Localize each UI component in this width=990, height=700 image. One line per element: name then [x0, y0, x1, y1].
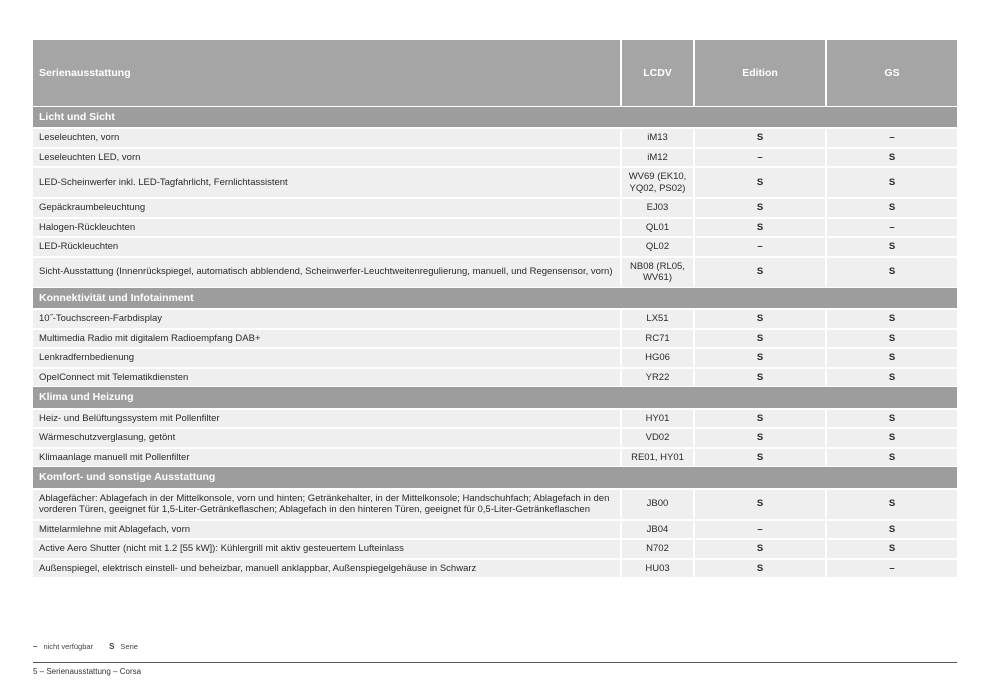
- legend-standard-label: Serie: [120, 642, 138, 651]
- row-description: Active Aero Shutter (nicht mit 1.2 [55 kW]): Kühlergrill mit aktiv gesteuertem Lufteinlass: [33, 539, 621, 559]
- row-edition-value: S: [694, 368, 826, 387]
- table-row: [33, 198, 957, 218]
- table-row: [33, 348, 957, 368]
- row-gs-value: S: [826, 257, 957, 288]
- table-row: [33, 489, 957, 520]
- row-edition-value: S: [694, 539, 826, 559]
- table-body: [33, 106, 957, 577]
- row-gs-value: –: [826, 559, 957, 578]
- legend-standard-symbol: S: [109, 642, 115, 651]
- row-lcdv-code: RE01, HY01: [621, 448, 694, 467]
- row-gs-value: S: [826, 409, 957, 429]
- row-gs-value: S: [826, 309, 957, 329]
- row-lcdv-code: iM12: [621, 148, 694, 168]
- row-edition-value: –: [694, 237, 826, 257]
- row-gs-value: S: [826, 198, 957, 218]
- row-lcdv-code: WV69 (EK10, YQ02, PS02): [621, 167, 694, 198]
- row-gs-value: –: [826, 128, 957, 148]
- footer-divider: [33, 662, 957, 663]
- row-description: Multimedia Radio mit digitalem Radioempfang DAB+: [33, 329, 621, 349]
- row-description: 10˝-Touchscreen-Farbdisplay: [33, 309, 621, 329]
- row-lcdv-code: YR22: [621, 368, 694, 387]
- table-row: [33, 148, 957, 168]
- section-header-row: [33, 467, 957, 489]
- table-row: [33, 520, 957, 540]
- table-row: [33, 448, 957, 467]
- row-lcdv-code: HU03: [621, 559, 694, 578]
- header-edition: Edition: [694, 40, 826, 106]
- legend: [33, 642, 154, 651]
- row-edition-value: S: [694, 257, 826, 288]
- row-lcdv-code: QL02: [621, 237, 694, 257]
- row-description: Wärmeschutzverglasung, getönt: [33, 428, 621, 448]
- row-edition-value: S: [694, 167, 826, 198]
- row-lcdv-code: HG06: [621, 348, 694, 368]
- table-header-row: [33, 40, 957, 106]
- table-row: [33, 329, 957, 349]
- row-description: LED-Scheinwerfer inkl. LED-Tagfahrlicht, Fernlichtassistent: [33, 167, 621, 198]
- section-header-row: [33, 106, 957, 128]
- section-title: Licht und Sicht: [33, 106, 957, 128]
- equipment-table-container: [33, 40, 957, 577]
- row-edition-value: –: [694, 148, 826, 168]
- row-lcdv-code: NB08 (RL05, WV61): [621, 257, 694, 288]
- row-edition-value: S: [694, 198, 826, 218]
- row-gs-value: S: [826, 520, 957, 540]
- row-description: Heiz- und Belüftungssystem mit Pollenfilter: [33, 409, 621, 429]
- row-description: Halogen-Rückleuchten: [33, 218, 621, 238]
- section-title: Komfort- und sonstige Ausstattung: [33, 467, 957, 489]
- row-edition-value: S: [694, 448, 826, 467]
- section-title: Klima und Heizung: [33, 387, 957, 409]
- row-description: Klimaanlage manuell mit Pollenfilter: [33, 448, 621, 467]
- table-row: [33, 309, 957, 329]
- row-lcdv-code: JB04: [621, 520, 694, 540]
- table-row: [33, 128, 957, 148]
- table-row: [33, 167, 957, 198]
- row-gs-value: –: [826, 218, 957, 238]
- row-lcdv-code: iM13: [621, 128, 694, 148]
- equipment-table: [33, 40, 957, 577]
- row-lcdv-code: JB00: [621, 489, 694, 520]
- table-row: [33, 559, 957, 578]
- row-description: Lenkradfernbedienung: [33, 348, 621, 368]
- row-lcdv-code: VD02: [621, 428, 694, 448]
- row-gs-value: S: [826, 237, 957, 257]
- row-description: LED-Rückleuchten: [33, 237, 621, 257]
- section-header-row: [33, 287, 957, 309]
- table-row: [33, 368, 957, 387]
- row-gs-value: S: [826, 428, 957, 448]
- row-edition-value: S: [694, 409, 826, 429]
- header-description: Serienausstattung: [33, 40, 621, 106]
- row-description: Mittelarmlehne mit Ablagefach, vorn: [33, 520, 621, 540]
- row-lcdv-code: LX51: [621, 309, 694, 329]
- row-lcdv-code: QL01: [621, 218, 694, 238]
- table-row: [33, 237, 957, 257]
- row-edition-value: S: [694, 348, 826, 368]
- row-lcdv-code: HY01: [621, 409, 694, 429]
- legend-na-label: nicht verfügbar: [43, 642, 94, 651]
- row-description: Sicht-Ausstattung (Innenrückspiegel, automatisch abblendend, Scheinwerfer-Leuchtweitenregulierung, manuell, und Regensensor, vorn): [33, 257, 621, 288]
- row-description: Außenspiegel, elektrisch einstell- und beheizbar, manuell anklappbar, Außenspiegelgehäuse in Schwarz: [33, 559, 621, 578]
- table-row: [33, 257, 957, 288]
- row-edition-value: S: [694, 128, 826, 148]
- section-title: Konnektivität und Infotainment: [33, 287, 957, 309]
- section-header-row: [33, 387, 957, 409]
- row-edition-value: S: [694, 218, 826, 238]
- row-lcdv-code: N702: [621, 539, 694, 559]
- row-gs-value: S: [826, 167, 957, 198]
- row-edition-value: S: [694, 428, 826, 448]
- row-gs-value: S: [826, 148, 957, 168]
- row-edition-value: –: [694, 520, 826, 540]
- row-edition-value: S: [694, 329, 826, 349]
- row-description: OpelConnect mit Telematikdiensten: [33, 368, 621, 387]
- row-description: Leseleuchten, vorn: [33, 128, 621, 148]
- row-gs-value: S: [826, 489, 957, 520]
- row-gs-value: S: [826, 368, 957, 387]
- row-description: Leseleuchten LED, vorn: [33, 148, 621, 168]
- row-description: Gepäckraumbeleuchtung: [33, 198, 621, 218]
- table-row: [33, 428, 957, 448]
- row-lcdv-code: EJ03: [621, 198, 694, 218]
- row-edition-value: S: [694, 559, 826, 578]
- row-gs-value: S: [826, 329, 957, 349]
- row-gs-value: S: [826, 348, 957, 368]
- row-gs-value: S: [826, 448, 957, 467]
- header-gs: GS: [826, 40, 957, 106]
- header-lcdv: LCDV: [621, 40, 694, 106]
- table-row: [33, 409, 957, 429]
- row-edition-value: S: [694, 489, 826, 520]
- row-edition-value: S: [694, 309, 826, 329]
- row-description: Ablagefächer: Ablagefach in der Mittelkonsole, vorn und hinten; Getränkehalter, in der Mittelkonsole; Handschuhfach; Ablagefach in den vorderen Türen, geeignet für 1,5-Liter-Getränkeflaschen; Ablagefach in den hinteren Türen, geeignet für 0,5-Liter-Getränkeflaschen: [33, 489, 621, 520]
- page-footer: 5 – Serienausstattung – Corsa: [33, 667, 142, 676]
- row-gs-value: S: [826, 539, 957, 559]
- table-row: [33, 218, 957, 238]
- legend-na-symbol: –: [33, 642, 38, 651]
- table-row: [33, 539, 957, 559]
- row-lcdv-code: RC71: [621, 329, 694, 349]
